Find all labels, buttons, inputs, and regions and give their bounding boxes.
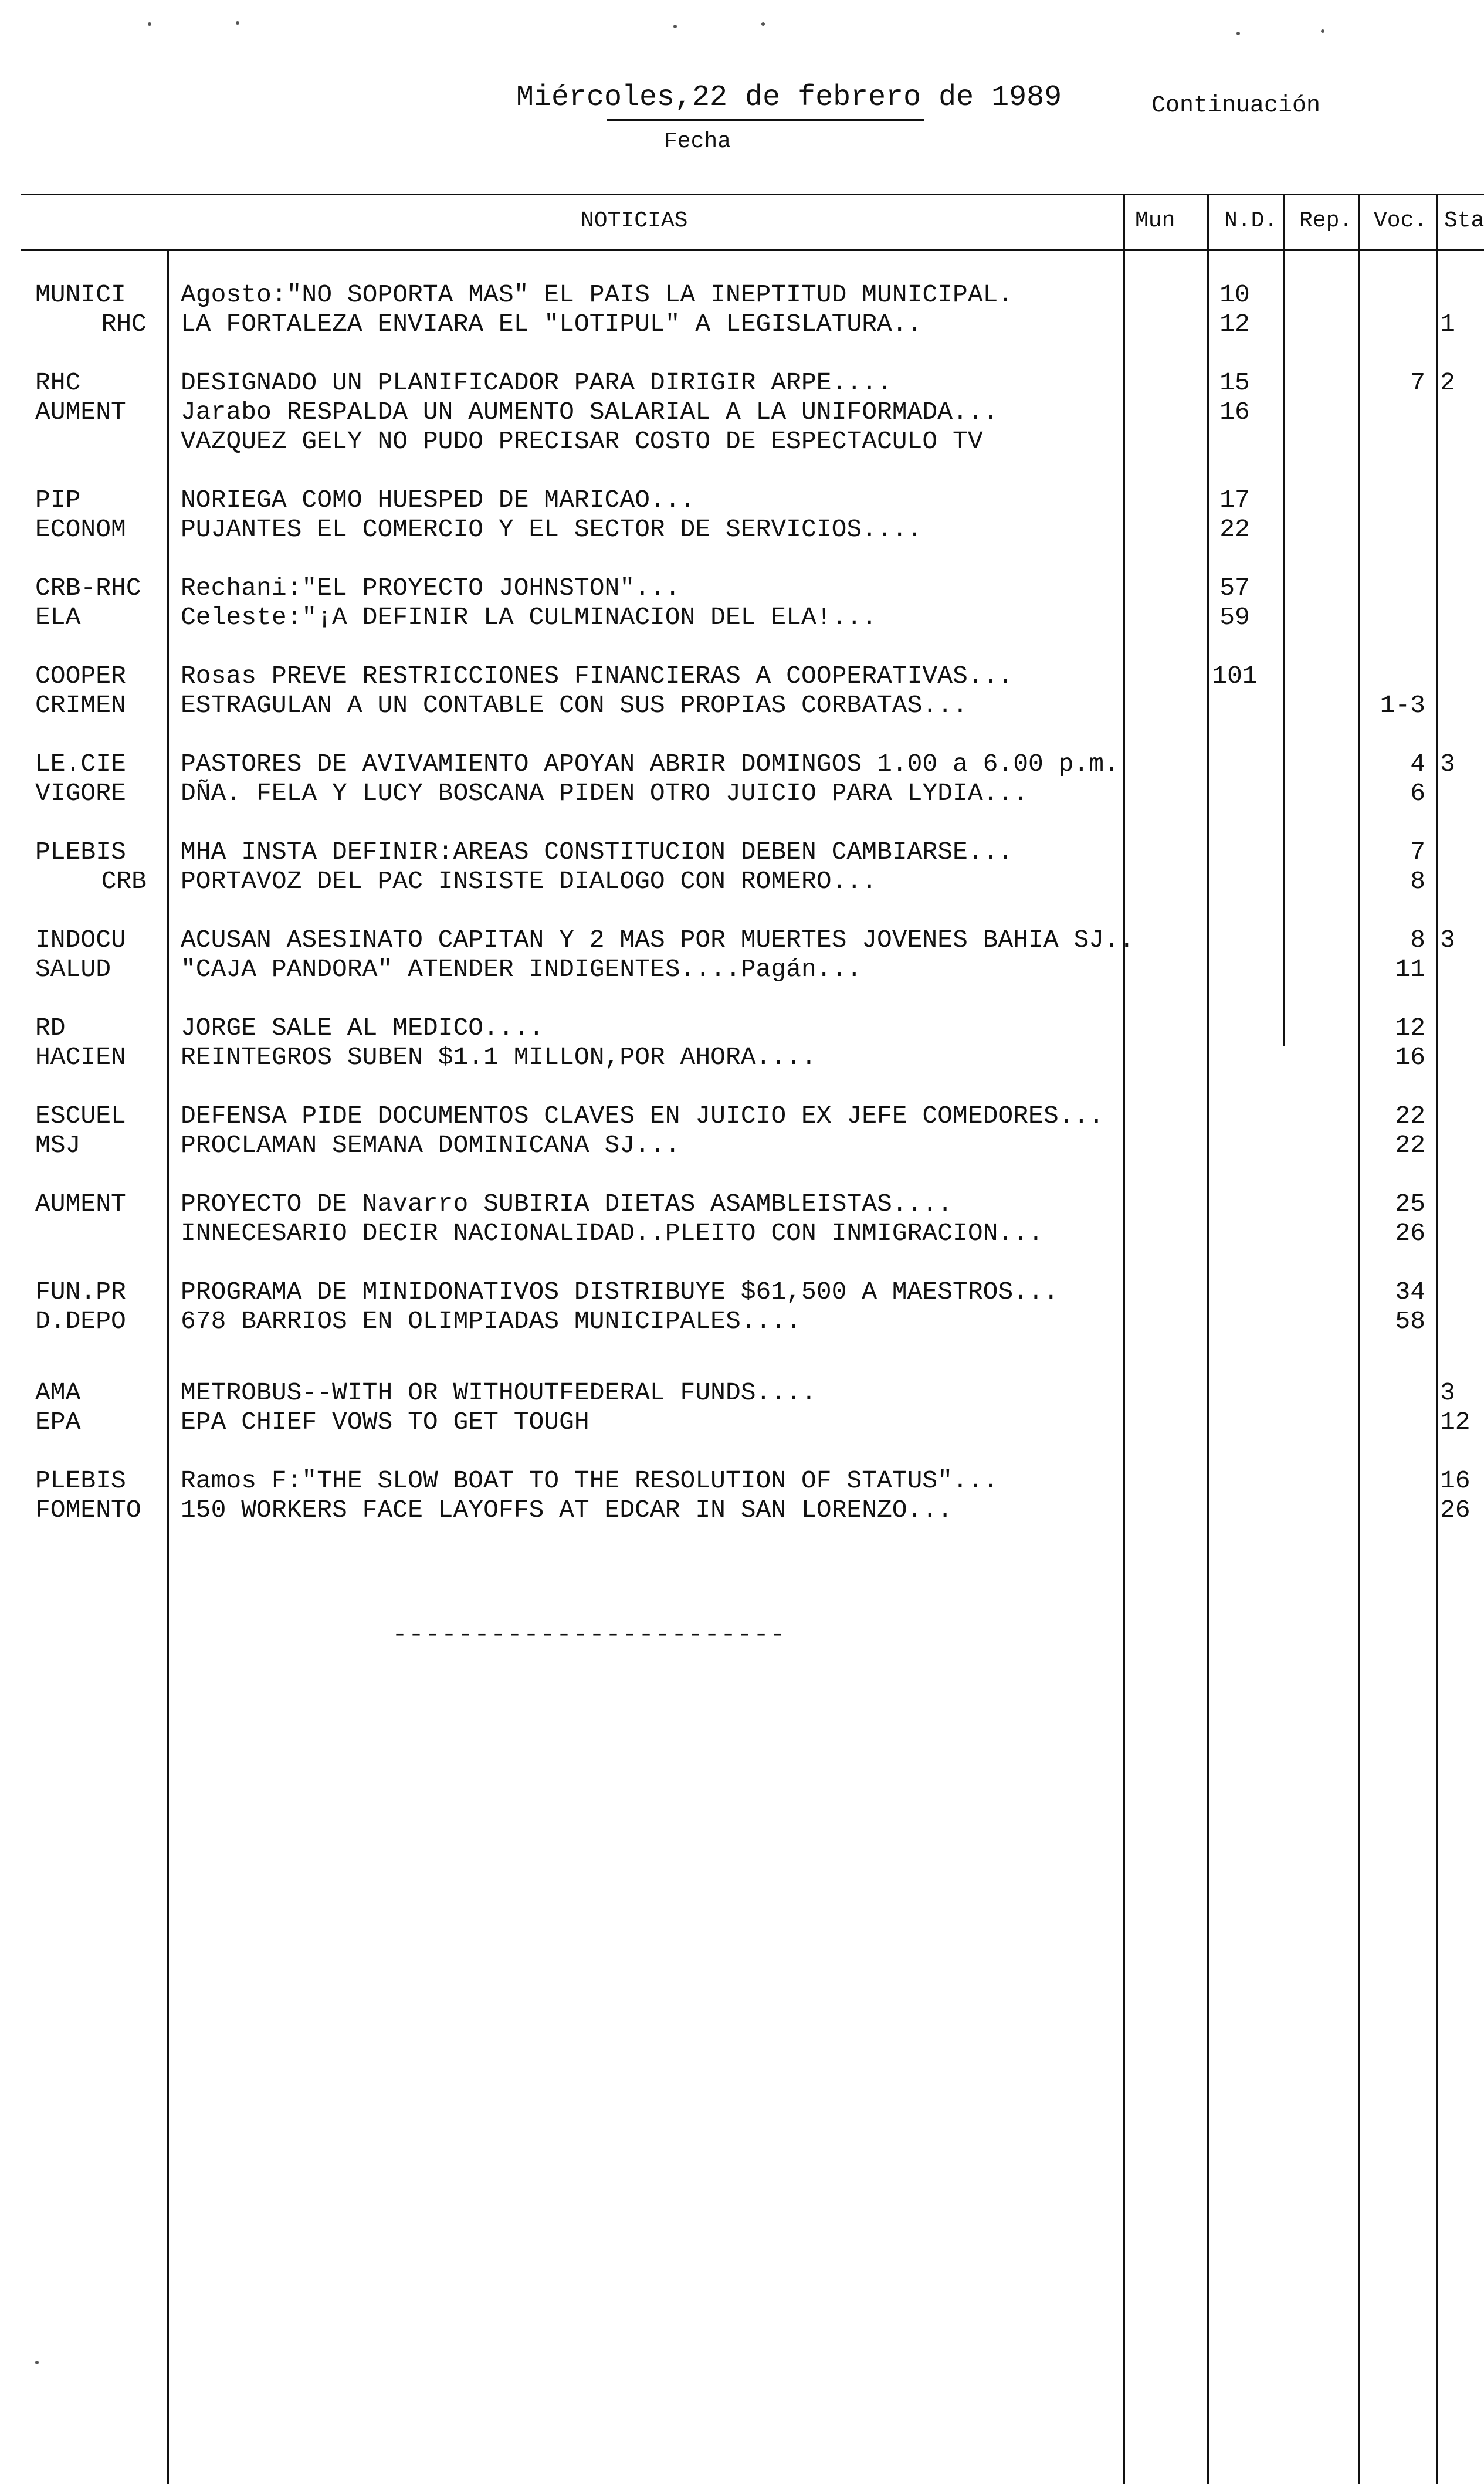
row-section: PLEBIS [35,838,126,866]
table-row [0,662,1484,691]
header-bottom-rule [21,249,1484,251]
table-row [0,1014,1484,1043]
table-row [0,1466,1484,1496]
scan-speck [148,22,151,26]
row-voc: 7 [1410,838,1425,866]
date-line: Miércoles,22 de febrero de 1989 [516,81,1062,114]
row-title: EPA CHIEF VOWS TO GET TOUGH [181,1408,589,1436]
row-section: RHC [35,368,81,397]
row-sta: 1 [1440,310,1455,338]
table-row [0,1043,1484,1072]
column-header-sta: Sta [1444,208,1484,233]
row-voc: 58 [1395,1307,1425,1336]
row-voc: 6 [1410,779,1425,808]
row-nd: 59 [1219,603,1250,632]
row-title: DEFENSA PIDE DOCUMENTOS CLAVES EN JUICIO EX JEFE COMEDORES... [181,1102,1104,1130]
row-title: LA FORTALEZA ENVIARA EL "LOTIPUL" A LEGISLATURA.. [181,310,923,338]
row-sta: 26 [1440,1496,1471,1524]
row-section: AUMENT [35,1190,126,1218]
row-title: "CAJA PANDORA" ATENDER INDIGENTES....Pagán... [181,955,862,984]
row-section: FUN.PR [35,1277,126,1306]
row-voc: 11 [1395,955,1425,984]
row-section: ECONOM [35,515,126,544]
scan-speck [35,2361,39,2364]
row-nd: 57 [1219,574,1250,602]
row-voc: 1-3 [1380,691,1425,720]
row-voc: 26 [1395,1219,1425,1248]
row-title: DÑA. FELA Y LUCY BOSCANA PIDEN OTRO JUICIO PARA LYDIA... [181,779,1029,808]
table-row [0,515,1484,544]
row-nd: 17 [1219,486,1250,514]
row-title: Rosas PREVE RESTRICCIONES FINANCIERAS A COOPERATIVAS... [181,662,1014,690]
row-nd: 10 [1219,280,1250,309]
table-row [0,1277,1484,1307]
row-title: PORTAVOZ DEL PAC INSISTE DIALOGO CON ROMERO... [181,867,877,896]
row-voc: 22 [1395,1102,1425,1130]
table-row [0,1307,1484,1336]
row-sta: 12 [1440,1408,1471,1436]
row-title: METROBUS--WITH OR WITHOUTFEDERAL FUNDS.... [181,1378,816,1407]
table-row [0,1190,1484,1219]
row-voc: 8 [1410,926,1425,954]
row-title: PASTORES DE AVIVAMIENTO APOYAN ABRIR DOMINGOS 1.00 a 6.00 p.m. [181,750,1119,778]
row-section: FOMENTO [35,1496,141,1524]
row-section: COOPER [35,662,126,690]
row-sta: 3 [1440,1378,1455,1407]
column-header-nd: N.D. [1224,208,1278,233]
table-row [0,1131,1484,1160]
row-title: 678 BARRIOS EN OLIMPIADAS MUNICIPALES.... [181,1307,801,1336]
row-title: NORIEGA COMO HUESPED DE MARICAO... [181,486,696,514]
row-title: PUJANTES EL COMERCIO Y EL SECTOR DE SERVICIOS.... [181,515,923,544]
table-row [0,1102,1484,1131]
row-voc: 4 [1410,750,1425,778]
row-title: INNECESARIO DECIR NACIONALIDAD..PLEITO CON INMIGRACION... [181,1219,1043,1248]
row-title: PROYECTO DE Navarro SUBIRIA DIETAS ASAMBLEISTAS.... [181,1190,953,1218]
row-section: PIP [35,486,81,514]
row-section: D.DEPO [35,1307,126,1336]
table-row [0,280,1484,310]
row-section: SALUD [35,955,111,984]
row-title: Jarabo RESPALDA UN AUMENTO SALARIAL A LA UNIFORMADA... [181,398,998,426]
row-section: LE.CIE [35,750,126,778]
table-row [0,1219,1484,1248]
row-title: DESIGNADO UN PLANIFICADOR PARA DIRIGIR ARPE.... [181,368,892,397]
row-title: ESTRAGULAN A UN CONTABLE CON SUS PROPIAS CORBATAS... [181,691,968,720]
table-row [0,368,1484,398]
table-row [0,691,1484,720]
column-header-rep: Rep. [1299,208,1353,233]
row-section: CRB-RHC [35,574,141,602]
row-section: HACIEN [35,1043,126,1072]
scan-speck [1236,32,1240,35]
date-underline [607,119,924,121]
date-label: Fecha [664,129,731,154]
row-section: PLEBIS [35,1466,126,1495]
row-title: Rechani:"EL PROYECTO JOHNSTON"... [181,574,680,602]
row-voc: 12 [1395,1014,1425,1042]
row-section: ESCUEL [35,1102,126,1130]
column-header-news: NOTICIAS [581,208,688,233]
row-nd: 16 [1219,398,1250,426]
row-section: CRIMEN [35,691,126,720]
row-section: CRB [101,867,147,896]
row-section: RHC [101,310,147,338]
table-row [0,867,1484,896]
row-voc: 16 [1395,1043,1425,1072]
table-row [0,1496,1484,1525]
scan-speck [761,22,765,26]
table-row [0,398,1484,427]
row-title: PROGRAMA DE MINIDONATIVOS DISTRIBUYE $61,500 A MAESTROS... [181,1277,1059,1306]
table-row [0,486,1484,515]
table-row [0,955,1484,984]
scan-speck [1321,29,1324,33]
row-section: MUNICI [35,280,126,309]
row-title: 150 WORKERS FACE LAYOFFS AT EDCAR IN SAN LORENZO... [181,1496,953,1524]
end-separator: ------------------------ [392,1620,787,1650]
row-title: ACUSAN ASESINATO CAPITAN Y 2 MAS POR MUERTES JOVENES BAHIA SJ.. [181,926,1134,954]
row-nd: 101 [1212,662,1258,690]
row-voc: 22 [1395,1131,1425,1160]
row-sta: 3 [1440,926,1455,954]
table-row [0,603,1484,632]
row-title: Ramos F:"THE SLOW BOAT TO THE RESOLUTION OF STATUS"... [181,1466,998,1495]
news-list [0,280,1484,1525]
row-section: ELA [35,603,81,632]
row-title: Agosto:"NO SOPORTA MAS" EL PAIS LA INEPTITUD MUNICIPAL. [181,280,1014,309]
column-header-mun: Mun [1135,208,1175,233]
row-sta: 2 [1440,368,1455,397]
row-sta: 3 [1440,750,1455,778]
table-row [0,1408,1484,1437]
continuation-label: Continuación [1151,93,1321,119]
column-header-voc: Voc. [1374,208,1428,233]
document-header [0,0,1484,194]
row-sta: 16 [1440,1466,1471,1495]
row-section: EPA [35,1408,81,1436]
row-voc: 25 [1395,1190,1425,1218]
row-section: VIGORE [35,779,126,808]
row-section: RD [35,1014,66,1042]
row-title: VAZQUEZ GELY NO PUDO PRECISAR COSTO DE ESPECTACULO TV [181,427,983,456]
table-row [0,310,1484,339]
row-nd: 22 [1219,515,1250,544]
table-row [0,926,1484,955]
row-voc: 8 [1410,867,1425,896]
table-row [0,779,1484,808]
row-title: PROCLAMAN SEMANA DOMINICANA SJ... [181,1131,680,1160]
row-section: INDOCU [35,926,126,954]
row-title: REINTEGROS SUBEN $1.1 MILLON,POR AHORA.... [181,1043,816,1072]
row-title: MHA INSTA DEFINIR:AREAS CONSTITUCION DEBEN CAMBIARSE... [181,838,1014,866]
row-title: JORGE SALE AL MEDICO.... [181,1014,544,1042]
table-top-rule [21,194,1484,195]
row-section: MSJ [35,1131,81,1160]
row-voc: 34 [1395,1277,1425,1306]
table-row [0,574,1484,603]
row-voc: 7 [1410,368,1425,397]
scan-speck [236,21,239,25]
row-title: Celeste:"¡A DEFINIR LA CULMINACION DEL ELA!... [181,603,877,632]
row-nd: 15 [1219,368,1250,397]
row-nd: 12 [1219,310,1250,338]
table-row [0,427,1484,456]
table-row [0,750,1484,779]
table-row [0,838,1484,867]
row-section: AUMENT [35,398,126,426]
scan-speck [673,25,677,28]
table-row [0,1378,1484,1408]
row-section: AMA [35,1378,81,1407]
